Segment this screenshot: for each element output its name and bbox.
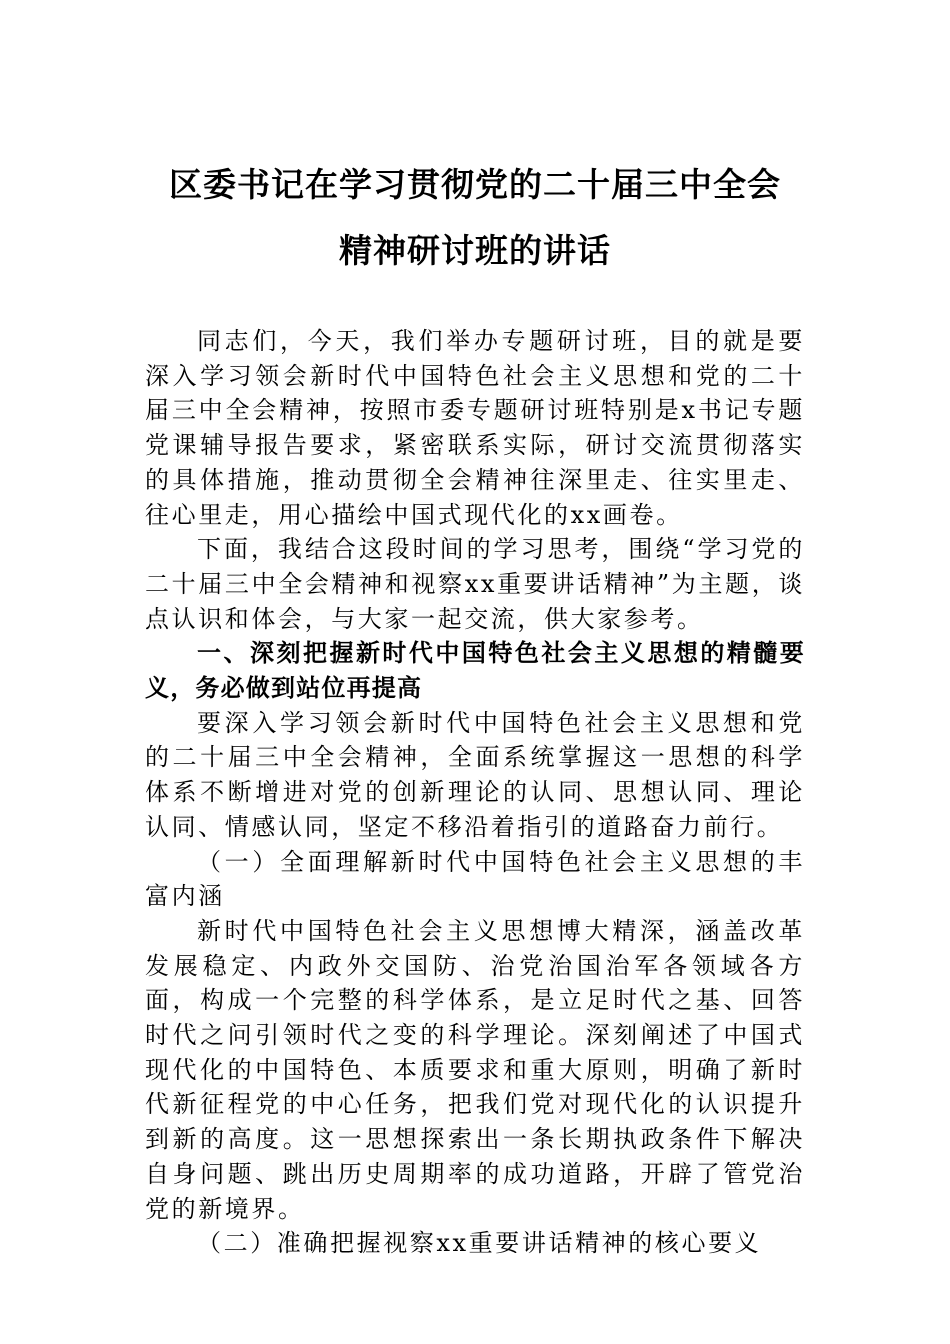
paragraph-section-1: 要深入学习领会新时代中国特色社会主义思想和党的二十届三中全会精神，全面系统掌握这一思想的科学体系不断增进对党的创新理论的认同、思想认同、理论认同、情感认同，坚定不移沿着指引的道路奋力前行。 — [145, 708, 805, 841]
section-heading-1: 一、深刻把握新时代中国特色社会主义思想的精髓要义，务必做到站位再提高 — [145, 639, 805, 703]
paragraph-intro: 下面，我结合这段时间的学习思考，围绕“学习党的二十届三中全会精神和视察xx重要讲话精神”为主题，谈点认识和体会，与大家一起交流，供大家参考。 — [145, 535, 805, 633]
paragraph-opening: 同志们，今天，我们举办专题研讨班，目的就是要深入学习领会新时代中国特色社会主义思想和党的二十届三中全会精神，按照市委专题研讨班特别是x书记专题党课辅导报告要求，紧密联系实际，研讨交流贯彻落实的具体措施，推动贯彻全会精神往深里走、往实里走、往心里走，用心描绘中国式现代化的xx画卷。 — [145, 327, 805, 529]
document-title-line-2: 精神研讨班的讲话 — [339, 231, 611, 270]
paragraph-subsection-1: 新时代中国特色社会主义思想博大精深，涵盖改革发展稳定、内政外交国防、治党治国治军各领域各方面，构成一个完整的科学体系，是立足时代之基、回答时代之问引领时代之变的科学理论。深刻阐述了中国式现代化的中国特色、本质要求和重大原则，明确了新时代新征程党的中心任务，把我们党对现代化的认识提升到新的高度。这一思想探索出一条长期执政条件下解决自身问题、跳出历史周期率的成功道路，开辟了管党治党的新境界。 — [145, 916, 805, 1223]
subsection-heading-2: （二）准确把握视察xx重要讲话精神的核心要义 — [197, 1229, 762, 1258]
subsection-heading-1: （一）全面理解新时代中国特色社会主义思想的丰富内涵 — [145, 847, 805, 911]
document-body — [145, 324, 805, 1261]
document-title-line-1: 区委书记在学习贯彻党的二十届三中全会 — [169, 165, 781, 204]
